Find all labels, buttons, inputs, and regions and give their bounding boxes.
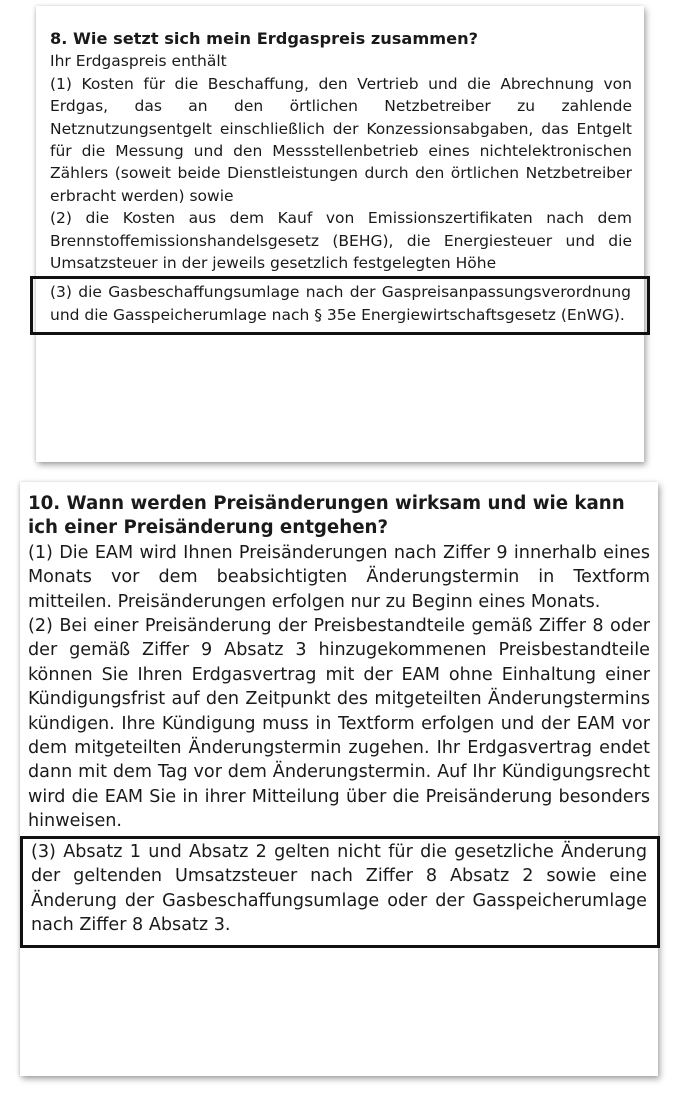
section-8-paragraph-2: (2) die Kosten aus dem Kauf von Emissionszertifikaten nach dem Brennstoffemissionshandelsgesetz (BEHG), die Energiesteuer und die Umsatzsteuer in der jeweils gesetzlich festgelegten Höhe <box>50 209 632 273</box>
section-8-body <box>36 28 644 335</box>
section-10-paragraph-3: (3) Absatz 1 und Absatz 2 gelten nicht für die gesetzliche Änderung der geltenden Umsatzsteuer nach Ziffer 8 Absatz 2 sowie eine Änderung der Gasbeschaffungsumlage oder der Gasspeicherumlage nach Ziffer 8 Absatz 3. <box>31 841 647 935</box>
section-10-paragraph-2: (2) Bei einer Preisänderung der Preisbestandteile gemäß Ziffer 8 oder der gemäß Ziffer 9 Absatz 3 hinzugekommenen Preisbestandteile können Sie Ihren Erdgasvertrag mit der EAM ohne Einhaltung einer Kündigungsfrist auf den Zeitpunkt des mitgeteilten Änderungstermins kündigen. Ihre Kündigung muss in Textform erfolgen und der EAM vor dem mitgeteilten Änderungstermin zugehen. Ihr Erdgasvertrag endet dann mit dem Tag vor dem Änderungstermin. Auf Ihr Kündigungsrecht wird die EAM Sie in ihrer Mitteilung über die Preisänderung besonders hinweisen. <box>28 616 650 832</box>
section-10-body <box>20 492 658 948</box>
section-8-intro: Ihr Erdgaspreis enthält <box>50 52 227 71</box>
section-8-paragraph-1: (1) Kosten für die Beschaffung, den Vertrieb und die Abrechnung von Erdgas, das an den örtlichen Netzbetreiber zu zahlende Netznutzungsentgelt einschließlich der Konzessionsabgaben, das Entgelt für die Messung und den Messstellenbetrieb eines nichtelektronischen Zählers (soweit beide Dienstleistungen durch den örtlichen Netzbetreiber erbracht werden) sowie <box>50 74 632 205</box>
section-10-paragraph-1: (1) Die EAM wird Ihnen Preisänderungen nach Ziffer 9 innerhalb eines Monats vor dem beabsichtigten Änderungstermin in Textform mitteilen. Preisänderungen erfolgen nur zu Beginn eines Monats. <box>28 542 650 612</box>
section-8-excerpt <box>36 6 644 462</box>
section-8-highlight-box <box>30 276 650 335</box>
section-10-excerpt <box>20 482 658 1076</box>
section-10-heading: 10. Wann werden Preisänderungen wirksam und wie kann ich einer Preisänderung entgehen? <box>28 493 625 539</box>
section-10-highlight-box <box>20 836 660 949</box>
section-8-heading: 8. Wie setzt sich mein Erdgaspreis zusammen? <box>50 29 478 48</box>
section-8-paragraph-3: (3) die Gasbeschaffungsumlage nach der Gaspreisanpassungsverordnung und die Gasspeicherumlage nach § 35e Energiewirtschaftsgesetz (EnWG). <box>50 283 631 324</box>
